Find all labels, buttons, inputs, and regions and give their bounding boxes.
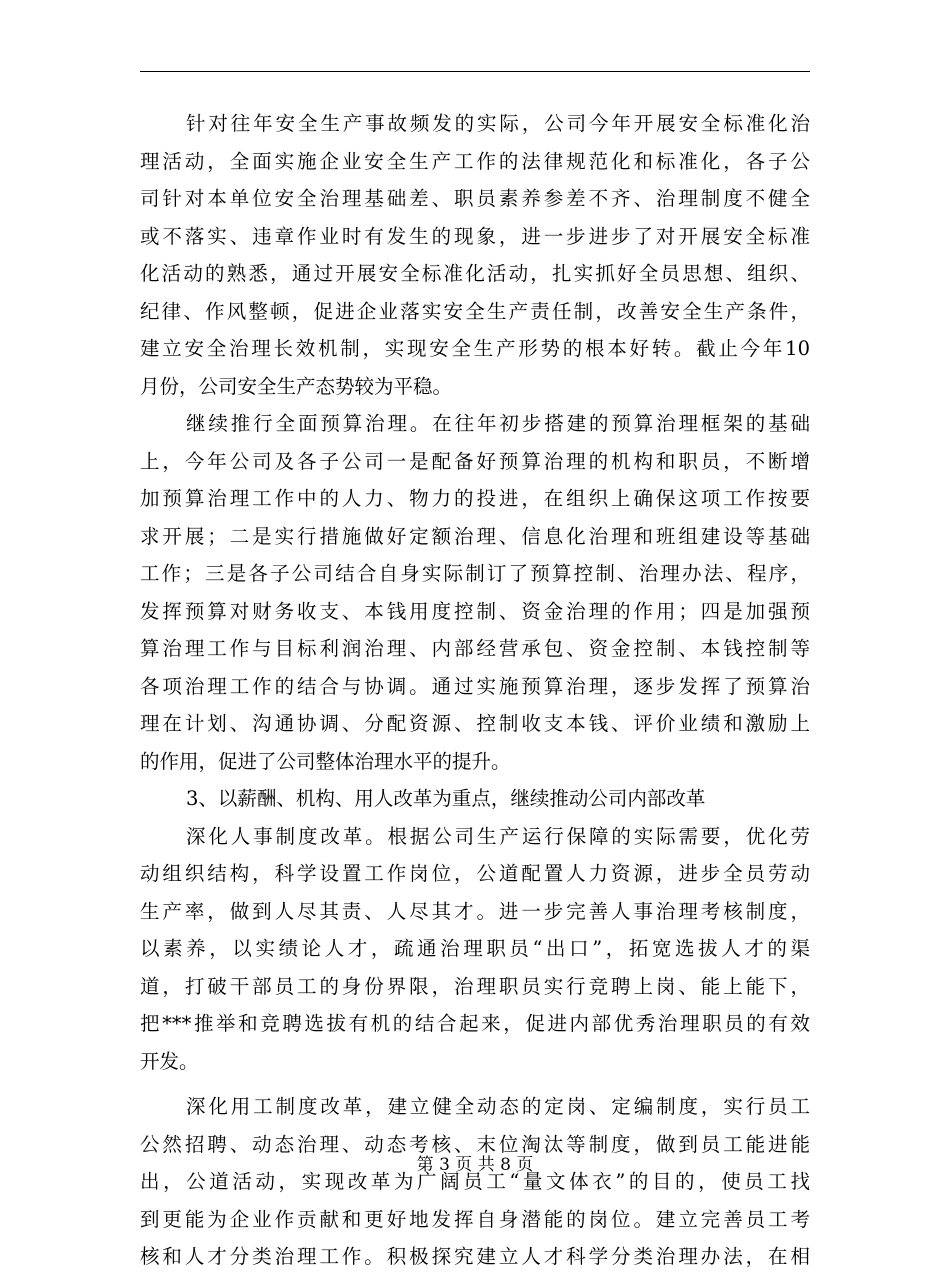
text-line: 动组织结构，科学设置工作岗位，公道配置人力资源，进步全员劳动 bbox=[140, 862, 810, 885]
text-line: 司针对本单位安全治理基础差、职员素养参差不齐、治理制度不健全 bbox=[140, 187, 810, 210]
text-line: 针对往年安全生产事故频发的实际，公司今年开展安全标准化治 bbox=[186, 112, 810, 135]
text-line: 把***推举和竞聘选拔有机的结合起来，促进内部优秀治理职员的有效 bbox=[140, 1012, 810, 1035]
paragraph-gap bbox=[140, 1080, 810, 1088]
text-line: 加预算治理工作中的人力、物力的投进，在组织上确保这项工作按要 bbox=[140, 487, 810, 510]
text-line: 生产率，做到人尽其责、人尽其才。进一步完善人事治理考核制度， bbox=[140, 899, 810, 923]
paragraph-safety bbox=[140, 105, 810, 405]
text-line: 核和人才分类治理工作。积极探究建立人才科学分类治理办法，在相 bbox=[140, 1245, 810, 1268]
text-line: 建立安全治理长效机制，实现安全生产形势的根本好转。截止今年10 bbox=[140, 337, 810, 360]
text-line: 纪律、作风整顿，促进企业落实安全生产责任制，改善安全生产条件， bbox=[140, 299, 810, 323]
text-line: 深化用工制度改革，建立健全动态的定岗、定编制度，实行员工 bbox=[186, 1095, 810, 1118]
text-line: 上，今年公司及各子公司一是配备好预算治理的机构和职员，不断增 bbox=[140, 449, 810, 473]
text-line: 各项治理工作的结合与协调。通过实施预算治理，逐步发挥了预算治 bbox=[140, 674, 810, 698]
text-line: 出，公道活动，实现改革为广阔员工“量文体衣”的目的，使员工找 bbox=[140, 1170, 810, 1193]
text-line: 的作用，促进了公司整体治理水平的提升。 bbox=[140, 749, 511, 773]
text-line: 化活动的熟悉，通过开展安全标准化活动，扎实抓好全员思想、组织、 bbox=[140, 262, 810, 285]
text-line: 发挥预算对财务收支、本钱用度控制、资金治理的作用；四是加强预 bbox=[140, 599, 810, 623]
text-line: 算治理工作与目标利润治理、内部经营承包、资金控制、本钱控制等 bbox=[140, 637, 810, 660]
text-line: 到更能为企业作贡献和更好地发挥自身潜能的岗位。建立完善员工考 bbox=[140, 1207, 810, 1231]
text-line: 理在计划、沟通协调、分配资源、控制收支本钱、评价业绩和激励上 bbox=[140, 712, 810, 735]
text-line: 月份，公司安全生产态势较为平稳。 bbox=[140, 374, 453, 398]
text-line: 求开展；二是实行措施做好定额治理、信息化治理和班组建设等基础 bbox=[140, 524, 810, 548]
text-line: 理活动，全面实施企业安全生产工作的法律规范化和标准化，各子公 bbox=[140, 149, 810, 173]
paragraph-personnel bbox=[140, 818, 810, 1081]
text-line: 继续推行全面预算治理。在往年初步搭建的预算治理框架的基础 bbox=[186, 412, 810, 435]
section-heading-text: 3、以薪酬、机构、用人改革为重点，继续推动公司内部改革 bbox=[186, 787, 706, 810]
text-line: 以素养，以实绩论人才，疏通治理职员“出口”，拓宽选拔人才的渠 bbox=[140, 937, 810, 960]
text-line: 深化人事制度改革。根据公司生产运行保障的实际需要，优化劳 bbox=[186, 824, 810, 848]
section-heading bbox=[140, 780, 810, 818]
page-number: 第 3 页 共 8 页 bbox=[416, 1155, 534, 1175]
text-line: 道，打破干部员工的身份界限，治理职员实行竞聘上岗、能上能下， bbox=[140, 974, 810, 998]
text-line: 公然招聘、动态治理、动态考核、末位淘汰等制度，做到员工能进能 bbox=[140, 1132, 810, 1156]
header-rule bbox=[140, 71, 810, 72]
body-text bbox=[140, 105, 810, 1276]
text-line: 工作；三是各子公司结合自身实际制订了预算控制、治理办法、程序， bbox=[140, 562, 810, 585]
text-line: 或不落实、违章作业时有发生的现象，进一步进步了对开展安全标准 bbox=[140, 224, 810, 248]
paragraph-employment bbox=[140, 1088, 810, 1276]
text-line: 开发。 bbox=[140, 1049, 199, 1073]
paragraph-budget bbox=[140, 405, 810, 780]
